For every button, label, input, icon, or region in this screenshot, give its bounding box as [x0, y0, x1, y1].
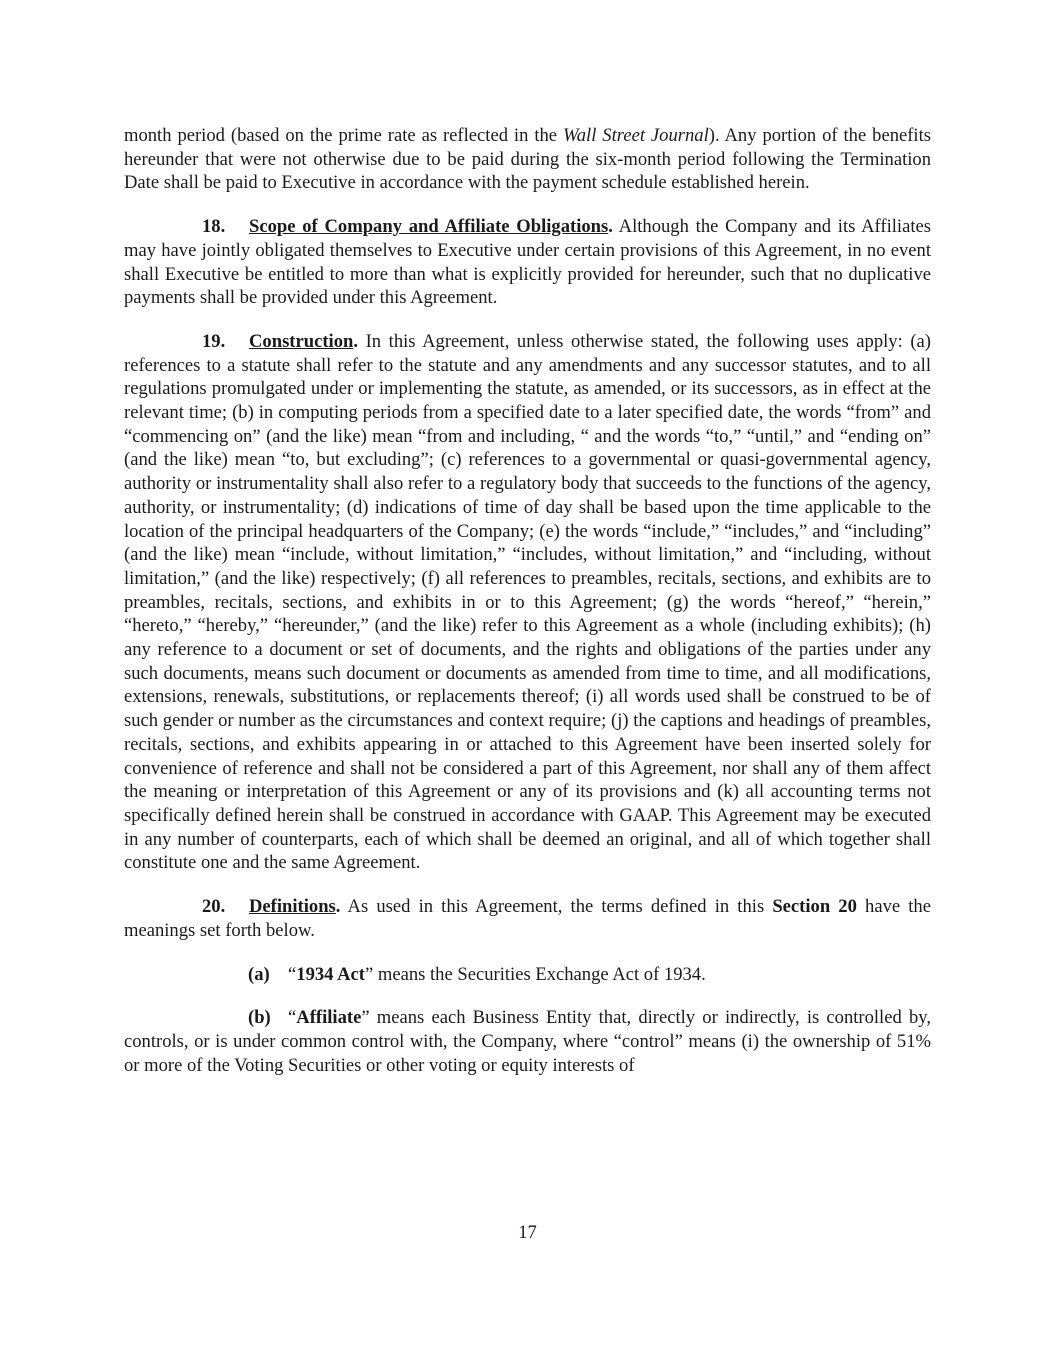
continuation-paragraph — [124, 124, 931, 195]
section-19-heading: Construction — [249, 330, 354, 352]
section-18-paragraph — [124, 215, 931, 310]
definition-b-term: Affiliate — [296, 1007, 362, 1029]
section-20-body-1: As used in this Agreement, the terms defined in this — [340, 896, 773, 918]
section-18-heading: Scope of Company and Affiliate Obligations — [249, 216, 609, 238]
section-19-body: In this Agreement, unless otherwise stated, the following uses apply: (a) references to a statute shall refer to the statute and any amendments and any successor statutes, and to all regulations promulgated under or implementing the statute, as amended, or its successors, as in effect at the relevant time; (b) in computing periods from a specified date to a later specified date, the words “from” and “commencing on” (and the like) mean “from and including, “ and the words “to,” “until,” and “ending on” (and the like) mean “to, but excluding”; (c) references to a governmental or quasi-governmental agency, authority or instrumentality shall also refer to a regulatory body that succeeds to the functions of the agency, authority, or instrumentality; (d) indications of time of day shall be based upon the time applicable to the location of the principal headquarters of the Company; (e) the words “include,” “includes,” and “including” (and the like) mean “include, without limitation,” “includes, without limitation,” and “including, without limitation,” (and the like) respectively; (f) all references to preambles, recitals, sections, and exhibits are to preambles, recitals, sections, and exhibits in or to this Agreement; (g) the words “hereof,” “herein,” “hereto,” “hereby,” “hereunder,” (and the like) refer to this Agreement as a whole (including exhibits); (h) any reference to a document or set of documents, and the rights and obligations of the parties under any such documents, means such document or documents as amended from time to time, and all modifications, extensions, renewals, substitutions, or replacements thereof; (i) all words used shall be construed to be of such gender or number as the circumstances and context require; (j) the captions and headings of preambles, recitals, sections, and exhibits appearing in or attached to this Agreement have been inserted solely for convenience of reference and shall not be considered a part of this Agreement, nor shall any of them affect the meaning or interpretation of this Agreement or any of its provisions and (k) all accounting terms not specifically defined herein shall be construed in accordance with GAAP. This Agreement may be executed in any number of counterparts, each of which shall be deemed an original, and all of which together shall constitute one and the same Agreement. — [124, 330, 931, 874]
definition-b-label: (b) — [248, 1007, 271, 1029]
definition-b-text: means each Business Entity that, directly or indirectly, is controlled by, controls, or is under common control with, the Company, where “control” means (i) the ownership of 51% or more of the Voting Securities or other voting or equity interests of — [124, 1007, 931, 1076]
definition-a-term: 1934 Act — [296, 963, 365, 985]
page-number: 17 — [518, 1222, 537, 1243]
section-20-body-2: have the meanings set forth below. — [124, 896, 931, 941]
continuation-text-2: ). Any portion of the benefits hereunder that were not otherwise due to be paid during the six-month period following the Termination Date shall be paid to Executive in accordance with the payment schedule established herein. — [124, 125, 932, 194]
section-19-paragraph — [124, 330, 931, 875]
section-20-number: 20. — [202, 896, 226, 918]
wall-street-journal-title: Wall Street Journal — [562, 125, 709, 146]
section-18-body: Although the Company and its Affiliates may have jointly obligated themselves to Executive under certain provisions of this Agreement, in no event shall Executive be entitled to more than what is explicitly provided for hereunder, such that no duplicative payments shall be provided under this Agreement. — [124, 216, 931, 309]
section-18-heading-period: . — [608, 216, 613, 238]
definition-b-paragraph — [124, 1006, 931, 1077]
section-20-heading: Definitions — [249, 896, 336, 918]
section-18-number: 18. — [202, 216, 226, 238]
definition-b-close-quote: ” — [361, 1007, 370, 1029]
definition-a-open-quote: “ — [288, 963, 297, 985]
section-20-paragraph — [124, 895, 931, 942]
section-20-reference: Section 20 — [772, 896, 857, 918]
definition-b-open-quote: “ — [288, 1007, 297, 1029]
definition-a-paragraph — [124, 963, 931, 987]
continuation-text-1: month period (based on the prime rate as reflected in the — [124, 125, 563, 146]
section-19-number: 19. — [202, 330, 226, 352]
definition-a-text: means the Securities Exchange Act of 1934. — [373, 963, 706, 985]
document-page — [124, 124, 931, 1097]
section-20-heading-period: . — [335, 896, 341, 918]
definition-a-label: (a) — [248, 963, 270, 985]
definition-a-close-quote: ” — [364, 963, 374, 985]
section-19-heading-period: . — [353, 330, 358, 352]
